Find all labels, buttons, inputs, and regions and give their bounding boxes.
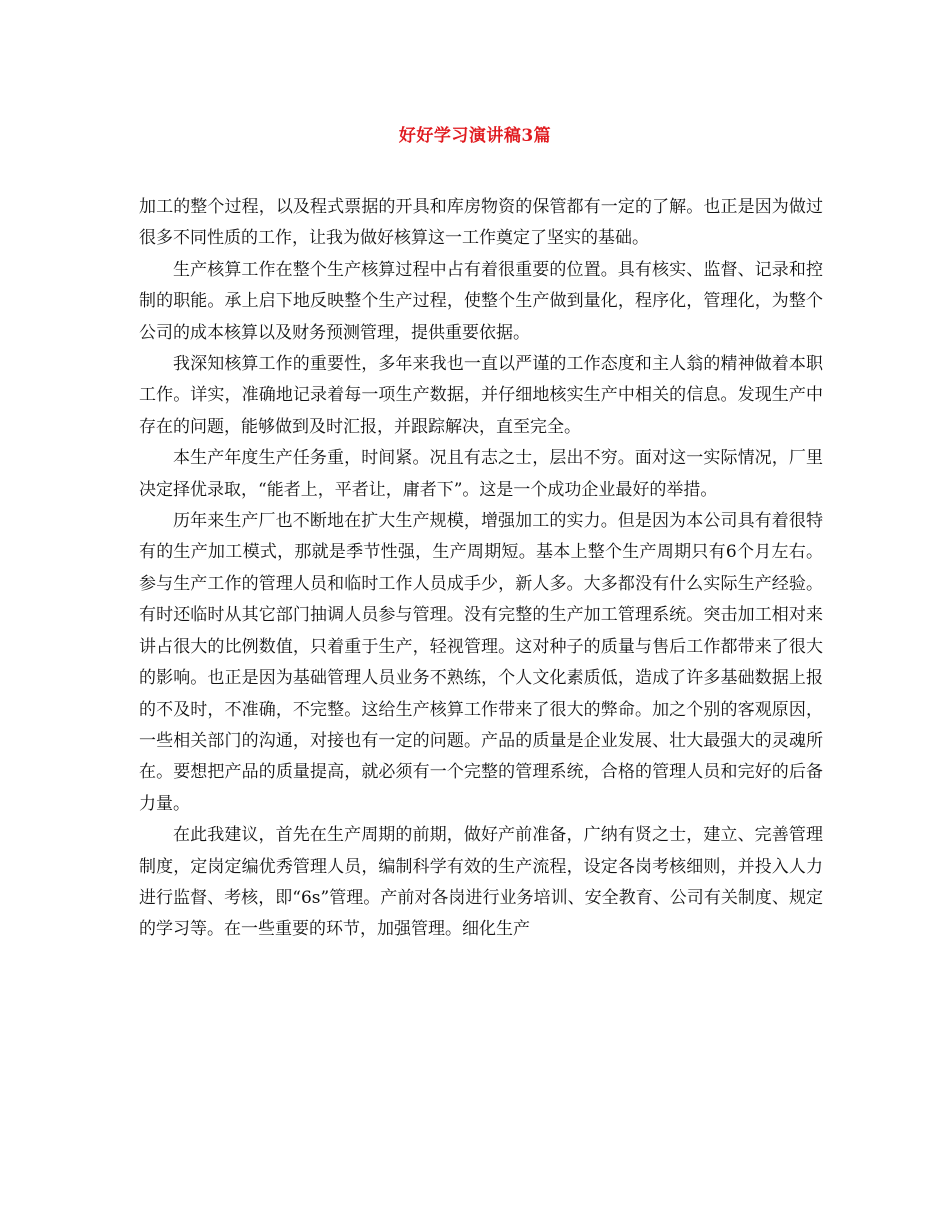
paragraph-3: 我深知核算工作的重要性，多年来我也一直以严谨的工作态度和主人翁的精神做着本职工作。详实，准确地记录着每一项生产数据，并仔细地核实生产中相关的信息。发现生产中存在的问题，能够做到及时汇报，并跟踪解决，直至完全。 <box>139 354 823 437</box>
paragraph-2: 生产核算工作在整个生产核算过程中占有着很重要的位置。具有核实、监督、记录和控制的职能。承上启下地反映整个生产过程，使整个生产做到量化，程序化，管理化，为整个公司的成本核算以及财务预测管理，提供重要依据。 <box>139 259 823 343</box>
paragraph-1: 加工的整个过程，以及程式票据的开具和库房物资的保管都有一定的了解。也正是因为做过很多不同性质的工作，让我为做好核算这一工作奠定了坚实的基础。 <box>139 197 823 249</box>
paragraph-4: 本生产年度生产任务重，时间紧。况且有志之士，层出不穷。面对这一实际情况，厂里决定择优录取，“能者上，平者让，庸者下”。这是一个成功企业最好的举措。 <box>139 448 823 500</box>
document-title: 好好学习演讲稿3篇 <box>398 126 552 146</box>
paragraph-5: 历年来生产厂也不断地在扩大生产规模，增强加工的实力。但是因为本公司具有着很特有的生产加工模式，那就是季节性强，生产周期短。基本上整个生产周期只有6个月左右。参与生产工作的管理人员和临时工作人员成手少，新人多。大多都没有什么实际生产经验。有时还临时从其它部门抽调人员参与管理。没有完整的生产加工管理系统。突击加工相对来讲占很大的比例数值，只着重于生产，轻视管理。这对种子的质量与售后工作都带来了很大的影响。也正是因为基础管理人员业务不熟练，个人文化素质低，造成了许多基础数据上报的不及时，不准确，不完整。这给生产核算工作带来了很大的弊命。加之个别的客观原因，一些相关部门的沟通，对接也有一定的问题。产品的质量是企业发展、壮大最强大的灵魂所在。要想把产品的质量提高，就必须有一个完整的管理系统，合格的管理人员和完好的后备力量。 <box>139 511 823 814</box>
document-body <box>139 192 823 946</box>
paragraph-6: 在此我建议，首先在生产周期的前期，做好产前准备，广纳有贤之士，建立、完善管理制度，定岗定编优秀管理人员，编制科学有效的生产流程，设定各岗考核细则，并投入人力进行监督、考核，即“6s”管理。产前对各岗进行业务培训、安全教育、公司有关制度、规定的学习等。在一些重要的环节，加强管理。细化生产 <box>139 825 823 940</box>
